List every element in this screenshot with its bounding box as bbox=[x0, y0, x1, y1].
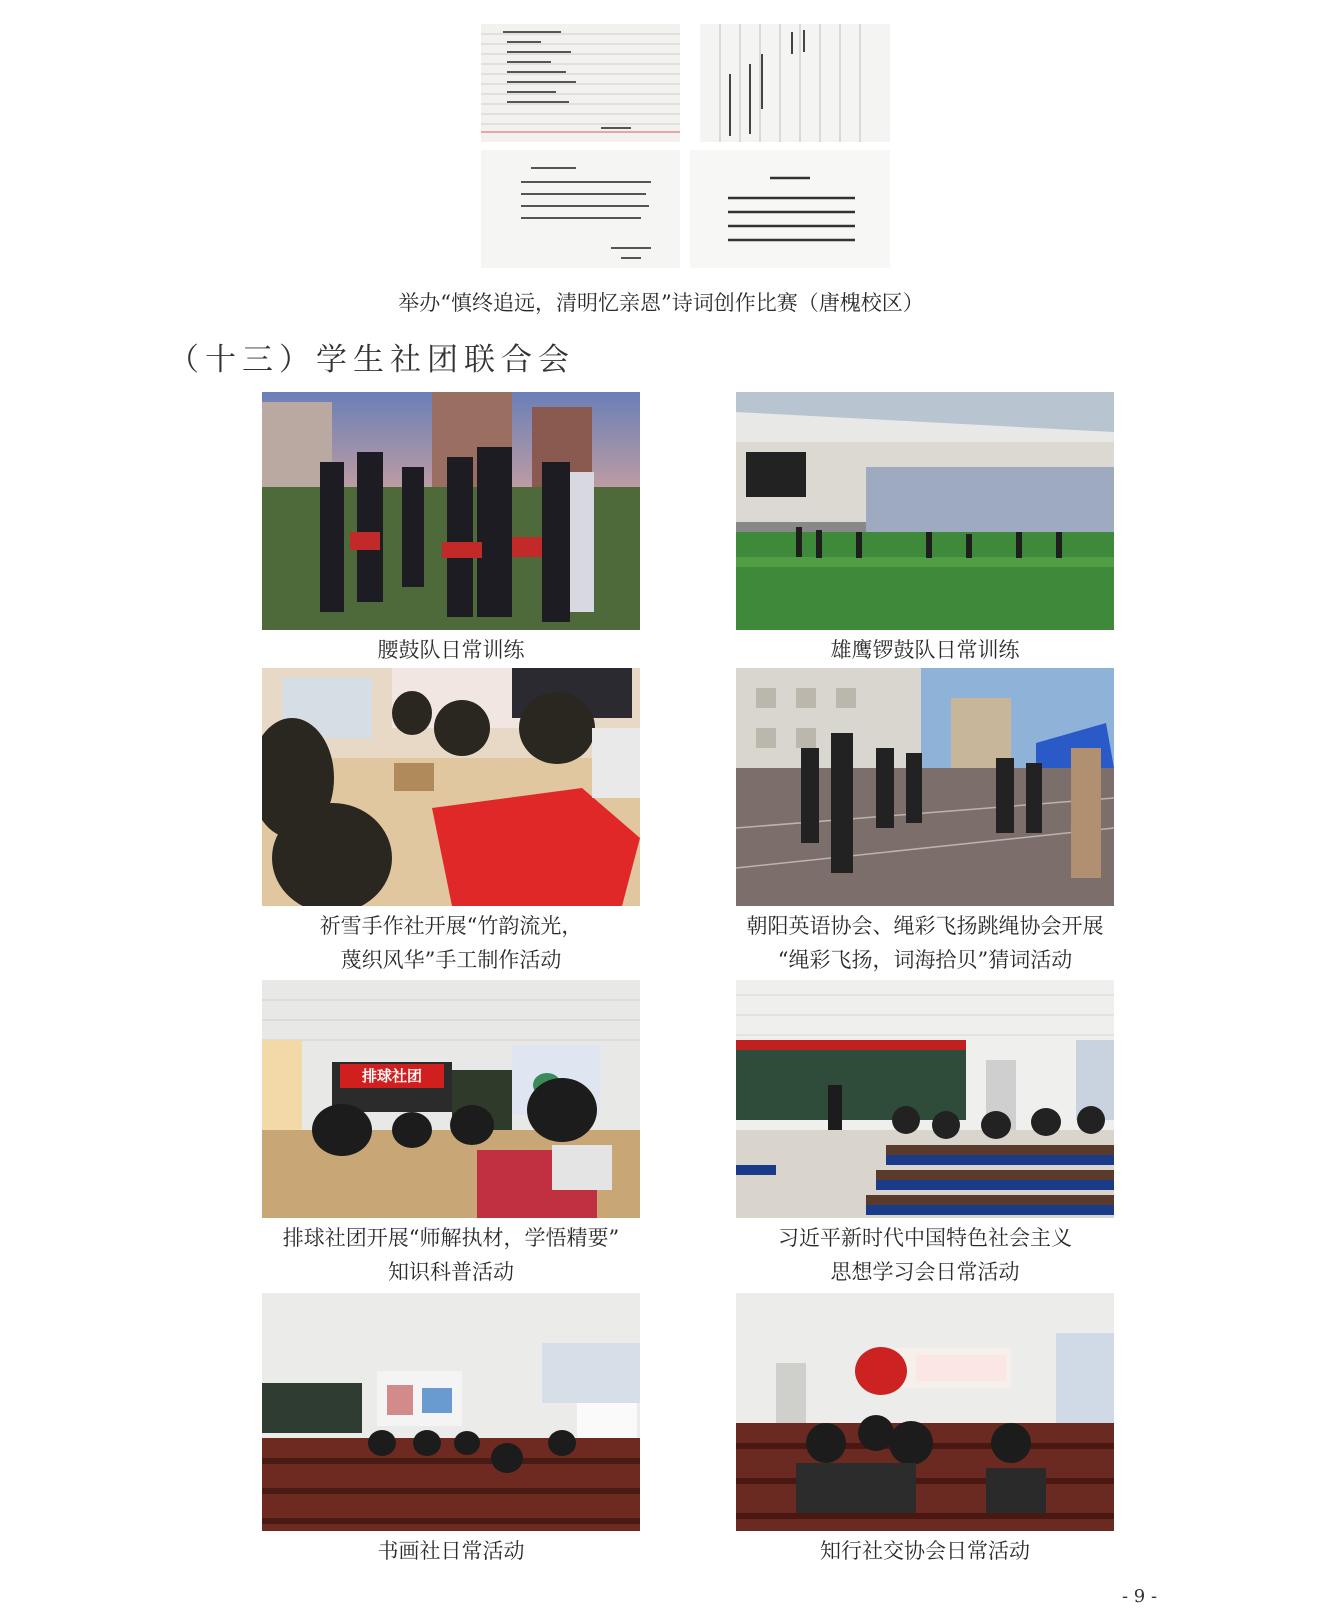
photo-social-association bbox=[736, 1293, 1114, 1531]
caption-line: 朝阳英语协会、绳彩飞扬跳绳协会开展 bbox=[746, 914, 1104, 938]
poem-contest-caption: 举办“慎终追远，清明忆亲恩”诗词创作比赛（唐槐校区） bbox=[398, 291, 924, 315]
caption-line: 雄鹰锣鼓队日常训练 bbox=[830, 638, 1020, 662]
activity-caption-7 bbox=[262, 1534, 640, 1568]
poem-scan-1 bbox=[481, 24, 680, 142]
photo-eagle-gong-drum-team bbox=[736, 392, 1114, 630]
activity-caption-3 bbox=[262, 909, 640, 977]
caption-line: 蔑织风华”手工制作活动 bbox=[340, 948, 562, 972]
page-number: - 9 - bbox=[1122, 1586, 1158, 1607]
caption-line: 知行社交协会日常活动 bbox=[820, 1539, 1030, 1563]
photo-waist-drum-team bbox=[262, 392, 640, 630]
activity-caption-4 bbox=[716, 909, 1134, 977]
activity-caption-6 bbox=[716, 1221, 1134, 1289]
photo-volleyball-club bbox=[262, 980, 640, 1218]
caption-line: 腰鼓队日常训练 bbox=[377, 638, 525, 662]
section-title: （十三）学生社团联合会 bbox=[168, 342, 575, 378]
caption-line: 思想学习会日常活动 bbox=[830, 1260, 1020, 1284]
activity-caption-1 bbox=[262, 633, 640, 667]
caption-line: 祈雪手作社开展“竹韵流光， bbox=[319, 914, 583, 938]
poem-scan-4 bbox=[690, 150, 890, 268]
photo-handcraft-club bbox=[262, 668, 640, 906]
caption-line: 习近平新时代中国特色社会主义 bbox=[778, 1226, 1072, 1250]
caption-line: 知识科普活动 bbox=[388, 1260, 514, 1284]
poem-scan-2 bbox=[700, 24, 890, 142]
poem-scan-3 bbox=[481, 150, 680, 268]
photo-calligraphy-painting-club bbox=[262, 1293, 640, 1531]
photo-english-jump-rope-association bbox=[736, 668, 1114, 906]
caption-line: 书画社日常活动 bbox=[377, 1539, 525, 1563]
volleyball-banner-text: 排球社团 bbox=[361, 1067, 423, 1085]
caption-line: 排球社团开展“师解执材，学悟精要” bbox=[282, 1226, 620, 1250]
activity-caption-8 bbox=[736, 1534, 1114, 1568]
caption-line: “绳彩飞扬，词海拾贝”猜词活动 bbox=[777, 948, 1073, 972]
activity-caption-5 bbox=[232, 1221, 670, 1289]
photo-xi-thought-study-group bbox=[736, 980, 1114, 1218]
activity-caption-2 bbox=[736, 633, 1114, 667]
